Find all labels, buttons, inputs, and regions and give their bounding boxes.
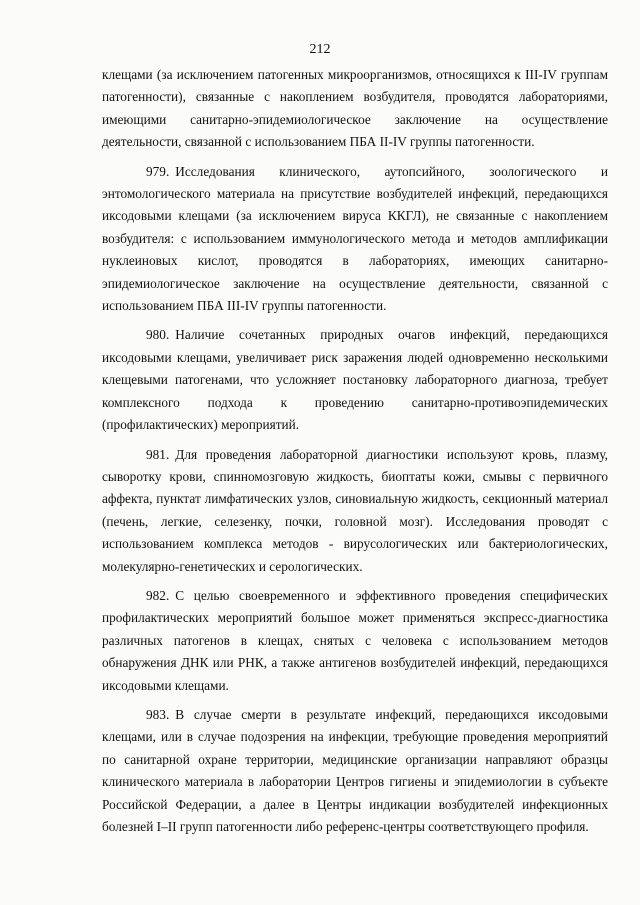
paragraph-text: С целью своевременного и эффективного проведения специфических профилактических мероприятий большое может применяться экспресс-диагностика различных патогенов в клещах, снятых с человека с использованием методов обнаружения ДНК или РНК, а также антигенов возбудителей инфекций, передающихся иксодовыми клещами.	[102, 587, 608, 693]
paragraph-980	[102, 324, 608, 436]
paragraph-text: Для проведения лабораторной диагностики используют кровь, плазму, сыворотку крови, спинномозговую жидкость, биоптаты кожи, смывы с первичного аффекта, пунктат лимфатических узлов, синовиальную жидкость, секционный материал (печень, легкие, селезенку, почки, головной мозг). Исследования проводят с использованием комплекса методов - вирусологических или бактериологических, молекулярно-генетических и серологических.	[102, 446, 608, 574]
paragraph-979	[102, 161, 608, 318]
paragraph-981	[102, 444, 608, 578]
paragraph-number: 979.	[146, 163, 170, 179]
paragraph-text: клещами (за исключением патогенных микроорганизмов, относящихся к III-IV группам патогенности), связанные с накоплением возбудителя, проводятся лабораториями, имеющими санитарно-эпидемиологическое заключение на осуществление деятельности, связанной с использованием ПБА II-IV группы патогенности.	[102, 67, 608, 150]
paragraph-982	[102, 585, 608, 697]
document-body	[102, 64, 608, 838]
paragraph-983	[102, 704, 608, 838]
paragraph-number: 983.	[146, 706, 170, 722]
paragraph-number: 980.	[146, 327, 170, 343]
paragraph-number: 982.	[146, 587, 170, 603]
paragraph-text: Исследования клинического, аутопсийного, зоологического и энтомологического материала на присутствие возбудителей инфекций, передающихся иксодовыми клещами (за исключением вируса ККГЛ), не связанные с накоплением возбудителя: с использованием иммунологического метода и методов амплификации нуклеиновых кислот, проводятся в лабораториях, имеющих санитарно-эпидемиологическое заключение на осуществление деятельности, связанной с использованием ПБА III-IV группы патогенности.	[102, 163, 608, 314]
paragraph-number: 981.	[146, 446, 170, 462]
paragraph-text: Наличие сочетанных природных очагов инфекций, передающихся иксодовыми клещами, увеличивает риск заражения людей одновременно несколькими клещевыми патогенами, что усложняет постановку лабораторного диагноза, требует комплексного подхода к проведению санитарно-противоэпидемических (профилактических) мероприятий.	[102, 327, 608, 433]
page-number: 212	[309, 42, 331, 57]
paragraph-continuation	[102, 64, 608, 154]
paragraph-text: В случае смерти в результате инфекций, передающихся иксодовыми клещами, или в случае подозрения на инфекции, требующие проведения мероприятий по санитарной охране территории, медицинские организации направляют образцы клинического материала в лаборатории Центров гигиены и эпидемиологии в субъекте Российской Федерации, а далее в Центры индикации возбудителей инфекционных болезней I–II групп патогенности либо референс-центры соответствующего профиля.	[102, 706, 608, 834]
